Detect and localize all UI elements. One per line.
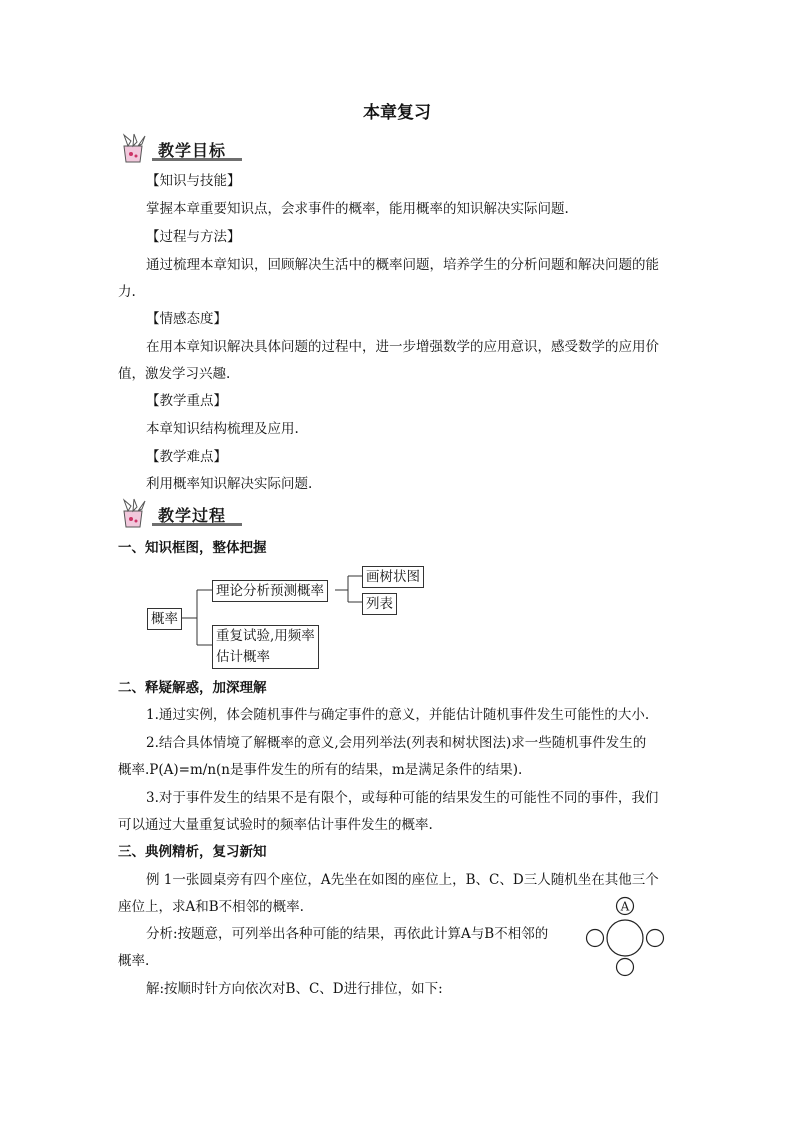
section2-point2-line1: 2.结合具体情境了解概率的意义,会用列举法(列表和树状图法)求一些随机事件发生的 xyxy=(146,735,647,751)
diagram-node-probability: 概率 xyxy=(147,608,182,630)
section3-heading: 三、典例精析，复习新知 xyxy=(118,844,267,860)
diagram-node-frequency xyxy=(212,625,319,669)
diagram-node-tree: 画树状图 xyxy=(362,566,424,588)
seat-label-a: A xyxy=(620,899,630,914)
diagram-node-frequency-line2: 估计概率 xyxy=(216,649,270,665)
analysis-line2: 概率. xyxy=(118,953,150,969)
goal-heading-knowledge: 【知识与技能】 xyxy=(146,173,241,189)
goal-text-process-line2: 力. xyxy=(118,284,136,300)
section1-heading: 一、知识框图，整体把握 xyxy=(118,540,267,556)
goal-heading-difficulty: 【教学难点】 xyxy=(146,449,227,465)
goal-text-knowledge: 掌握本章重要知识点，会求事件的概率，能用概率的知识解决实际问题. xyxy=(146,201,569,217)
diagram-node-table: 列表 xyxy=(362,593,397,615)
analysis-line1: 分析:按题意，可列举出各种可能的结果，再依此计算A与B不相邻的 xyxy=(146,926,549,942)
table-circle xyxy=(607,920,643,956)
section2-point3-line2: 可以通过大量重复试验时的频率估计事件发生的概率. xyxy=(118,817,433,833)
seat-bottom xyxy=(617,959,634,976)
solution-line: 解:按顺时针方向依次对B、C、D进行排位，如下: xyxy=(146,981,443,997)
page-title: 本章复习 xyxy=(363,103,431,123)
section-header-label: 教学过程 xyxy=(158,506,227,525)
section2-point3-line1: 3.对于事件发生的结果不是有限个，或每种可能的结果发生的可能性不同的事件，我们 xyxy=(146,790,659,806)
diagram-node-frequency-line1: 重复试验,用频率 xyxy=(216,628,315,644)
example1-line1: 例 1一张圆桌旁有四个座位，A先坐在如图的座位上，B、C、D三人随机坐在其他三个 xyxy=(146,872,659,888)
goal-heading-process: 【过程与方法】 xyxy=(146,229,241,245)
example1-line2: 座位上，求A和B不相邻的概率. xyxy=(118,899,304,915)
goal-text-attitude-line2: 值，激发学习兴趣. xyxy=(118,366,231,382)
seat-right xyxy=(647,930,664,947)
section2-point2-line2: 概率.P(A)=m/n(n是事件发生的所有的结果，m是满足条件的结果). xyxy=(118,762,523,778)
goal-text-process-line1: 通过梳理本章知识，回顾解决生活中的概率问题，培养学生的分析问题和解决问题的能 xyxy=(146,257,659,273)
round-table-figure xyxy=(584,895,666,977)
goal-text-difficulty: 利用概率知识解决实际问题. xyxy=(146,476,313,492)
goal-heading-key-points: 【教学重点】 xyxy=(146,393,227,409)
section2-heading: 二、释疑解惑，加深理解 xyxy=(118,680,267,696)
section-header-label: 教学目标 xyxy=(158,141,227,160)
goal-text-key-points: 本章知识结构梳理及应用. xyxy=(146,421,299,437)
diagram-node-theory: 理论分析预测概率 xyxy=(212,580,328,602)
goal-text-attitude-line1: 在用本章知识解决具体问题的过程中，进一步增强数学的应用意识，感受数学的应用价 xyxy=(146,339,659,355)
seat-left xyxy=(587,930,604,947)
goal-heading-attitude: 【情感态度】 xyxy=(146,311,227,327)
section2-point1: 1.通过实例，体会随机事件与确定事件的意义，并能估计随机事件发生可能性的大小. xyxy=(146,707,650,723)
